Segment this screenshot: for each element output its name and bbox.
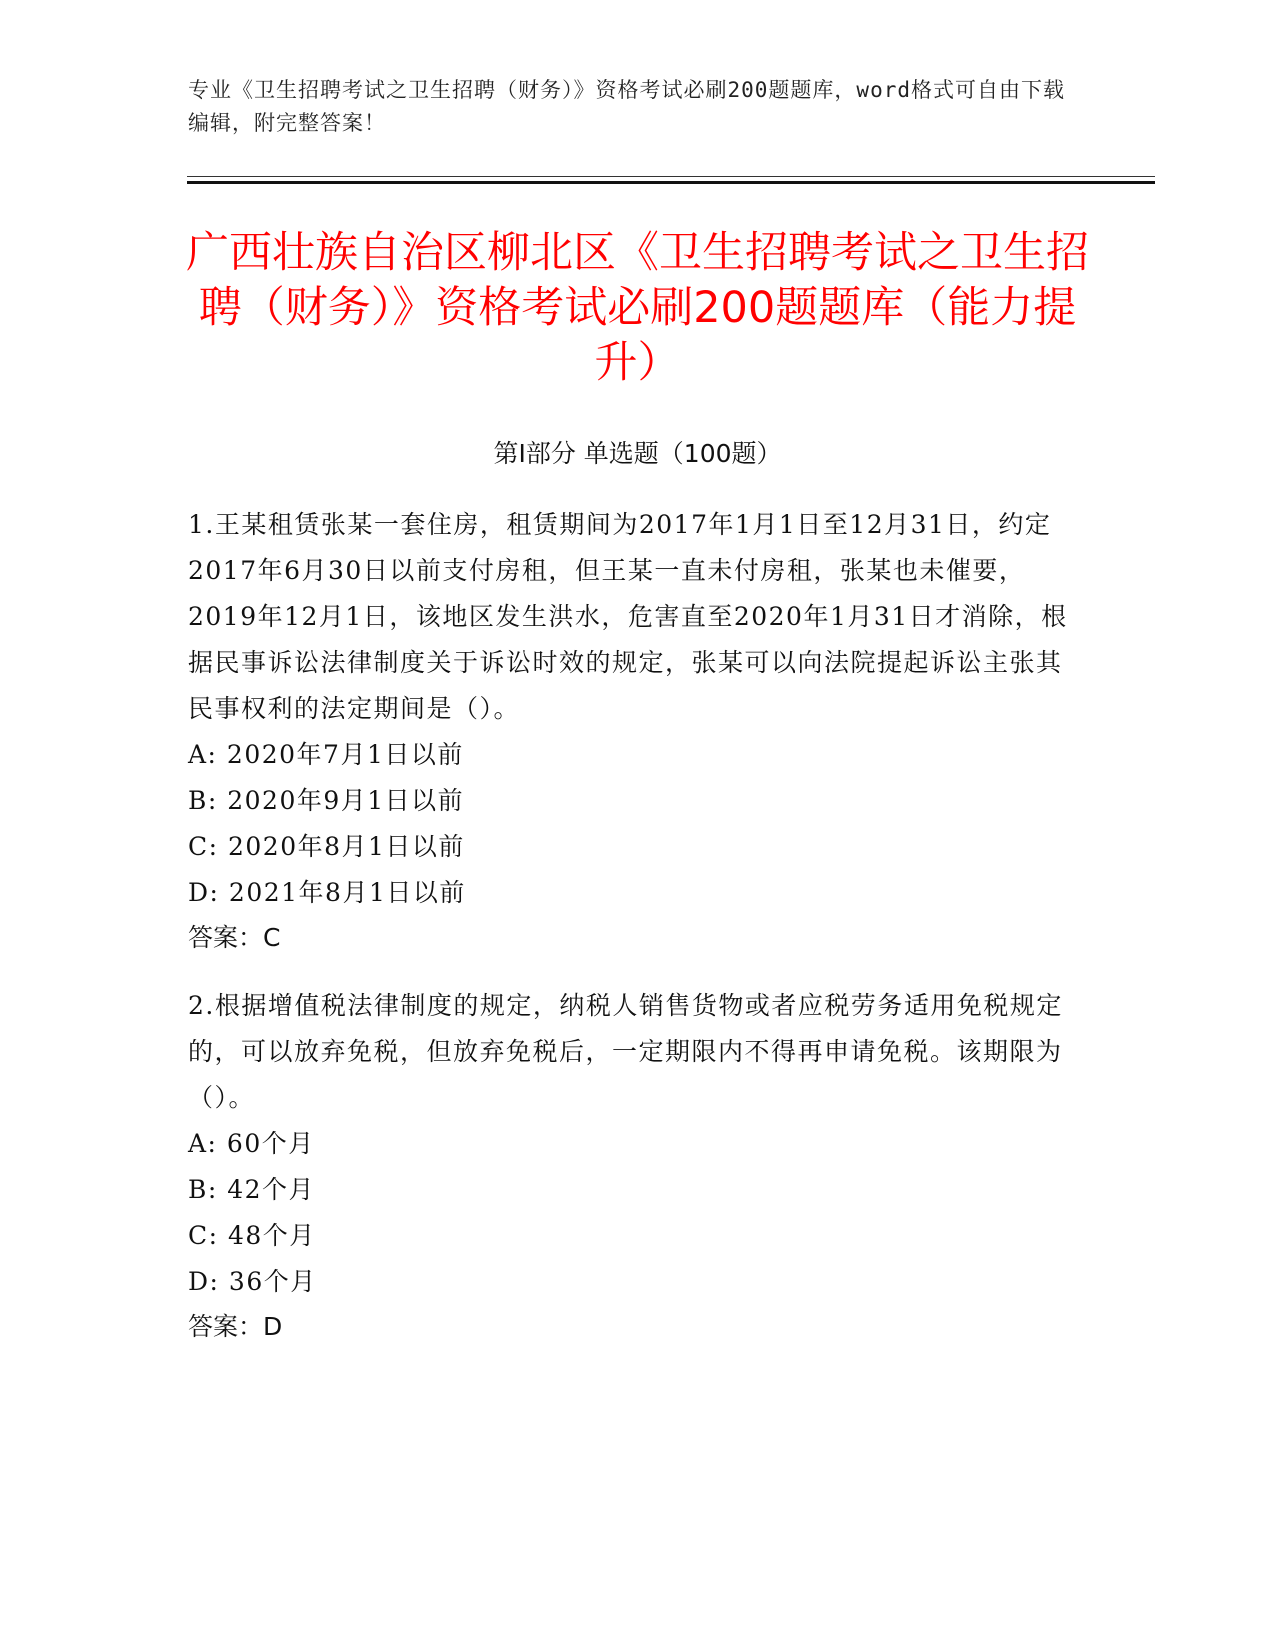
question-1 [188,502,1068,960]
option-b: B: 2020年9月1日以前 [188,786,465,815]
header-divider-thin [187,176,1155,177]
option-a: A: 2020年7月1日以前 [188,740,464,769]
option-b: B: 42个月 [188,1175,316,1204]
document-title: 广西壮族自治区柳北区《卫生招聘考试之卫生招聘（财务）》资格考试必刷200题题库（能力提升） [186,228,1089,388]
option-c: C: 2020年8月1日以前 [188,832,465,861]
question-stem: 1.王某租赁张某一套住房，租赁期间为2017年1月1日至12月31日，约定2017年6月30日以前支付房租，但王某一直未付房租，张某也未催要，2019年12月1日，该地区发生洪水，危害直至2020年1月31日才消除，根据民事诉讼法律制度关于诉讼时效的规定，张某可以向法院提起诉讼主张其民事权利的法定期间是（）。 [188,510,1068,723]
question-2 [188,983,1068,1349]
section-heading: 第I部分 单选题（100题） [493,439,782,468]
question-stem: 2.根据增值税法律制度的规定，纳税人销售货物或者应税劳务适用免税规定的，可以放弃免税，但放弃免税后，一定期限内不得再申请免税。该期限为（）。 [188,991,1063,1112]
answer: 答案：C [188,923,281,952]
option-a: A: 60个月 [188,1129,315,1158]
answer: 答案：D [188,1312,283,1341]
option-c: C: 48个月 [188,1221,316,1250]
header-divider-thick [187,181,1155,184]
header-note: 专业《卫生招聘考试之卫生招聘（财务）》资格考试必刷200题题库，word格式可自由下载编辑，附完整答案！ [188,78,1065,135]
option-d: D: 36个月 [188,1267,317,1296]
option-d: D: 2021年8月1日以前 [188,878,466,907]
